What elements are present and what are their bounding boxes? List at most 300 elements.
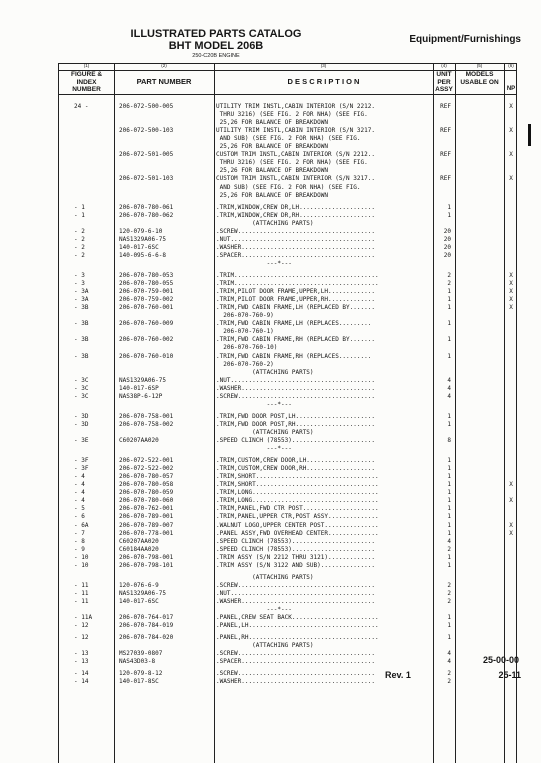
description-cell: .SCREW...................................... [216,581,375,589]
unit-per-assy-cell: 1 [447,521,451,529]
description-cell: 206-070-760-9) [216,312,274,320]
unit-per-assy-cell: 2 [447,581,451,589]
description-cell: UTILITY TRIM INSTL,CABIN INTERIOR (S/N 3217. [216,127,375,135]
page-number: 25-11 [498,670,521,680]
figure-index-cell: - 1 [74,203,85,211]
figure-index-cell: - 3B [74,320,89,328]
table-row [59,574,516,582]
figure-index-cell: - 2 [74,243,85,251]
unit-per-assy-cell: 1 [447,296,451,304]
table-row [59,252,516,260]
col-number-5: (5) [476,63,483,68]
table-row [59,304,516,312]
table-row [59,103,516,111]
catalog-title: ILLUSTRATED PARTS CATALOG [130,28,302,40]
description-cell: .SCREW...................................... [216,670,375,678]
unit-per-assy-cell: 1 [447,352,451,360]
np-cell: X [509,296,513,304]
figure-index-cell: - 6 [74,513,85,521]
unit-per-assy-cell: 2 [447,589,451,597]
models-usable-header: MODELS USABLE ON [460,71,499,86]
description-cell: 206-070-760-2) [216,360,274,368]
table-row [59,336,516,344]
engine-subtitle: 250-C20B ENGINE [192,53,240,59]
table-row [59,413,516,421]
figure-index-cell: - 3C [74,376,89,384]
figure-index-cell: - 2 [74,235,85,243]
description-cell: .TRIM,FWD DOOR POST,RH...................... [216,420,375,428]
col-number-6: (6) [508,63,514,68]
table-row [59,393,516,401]
figure-index-cell: - 14 [74,678,89,686]
part-number-cell: 206-070-780-055 [119,280,174,288]
unit-per-assy-cell: 1 [447,634,451,642]
unit-per-assy-cell: 1 [447,465,451,473]
description-cell: (ATTACHING PARTS) [216,428,314,436]
figure-index-cell: - 3A [74,288,89,296]
unit-per-assy-cell: 4 [447,392,451,400]
table-row [59,111,516,119]
part-number-cell: 206-070-789-001 [119,513,174,521]
part-number-cell: 206-070-758-001 [119,412,174,420]
figure-index-cell: - 4 [74,489,85,497]
unit-per-assy-cell: 2 [447,597,451,605]
part-number-cell: 206-072-501-005 [119,151,174,159]
description-cell: .NUT........................................ [216,589,375,597]
table-row [59,192,516,200]
table-row [59,369,516,377]
figure-index-cell: - 9 [74,545,85,553]
np-cell: X [509,151,513,159]
table-row [59,220,516,228]
description-cell: .SPACER..................................... [216,251,375,259]
part-number-cell: 206-072-501-103 [119,175,174,183]
table-row [59,622,516,630]
unit-per-assy-cell: 4 [447,384,451,392]
np-cell: X [509,481,513,489]
description-cell: THRU 3216) (SEE FIG. 2 FOR NHA) (SEE FIG. [216,111,368,119]
table-row [59,437,516,445]
description-cell: UTILITY TRIM INSTL,CABIN INTERIOR (S/N 2212. [216,103,375,110]
figure-index-cell: - 3 [74,280,85,288]
part-number-cell: NAS1329A06-75 [119,589,166,597]
description-cell: .TRIM,FWD CABIN FRAME,RH (REPLACES......... [216,352,372,360]
description-cell: .TRIM,SHORT.................................. [216,481,379,489]
unit-per-assy-cell: 1 [447,513,451,521]
unit-per-assy-cell: 1 [447,336,451,344]
part-number-cell: 206-072-500-103 [119,127,174,135]
figure-index-cell: - 10 [74,561,89,569]
figure-index-cell: - 3C [74,392,89,400]
part-number-cell: 206-070-780-053 [119,272,174,279]
table-row [59,119,516,127]
np-cell: X [509,521,513,529]
np-cell: X [509,529,513,537]
figure-index-cell: - 13 [74,658,89,666]
figure-index-cell: - 2 [74,251,85,259]
table-row [59,582,516,590]
figure-index-cell: - 11A [74,614,93,622]
table-row [59,634,516,642]
part-number-cell: 206-070-780-062 [119,211,174,219]
unit-per-assy-cell: 4 [447,376,451,384]
table-row [59,228,516,236]
part-number-cell: 206-070-759-001 [119,288,174,296]
table-row [59,260,516,268]
description-cell: .SPACER..................................... [216,658,375,666]
table-row [59,159,516,167]
description-cell: .SPEED CLINCH (78553)....................... [216,537,375,545]
part-number-cell: 206-070-780-057 [119,473,174,481]
part-number-cell: MS27039-0807 [119,650,163,658]
table-row [59,481,516,489]
description-cell: (ATTACHING PARTS) [216,642,314,650]
unit-per-assy-cell: 1 [447,497,451,505]
description-cell: .PANEL,CREW SEAT BACK........................ [216,614,379,622]
description-cell: .TRIM,FWD CABIN FRAME,RH (REPLACED BY....... [216,336,375,344]
description-cell: .SPEED CLINCH (78553)....................... [216,437,375,444]
revision-label: Rev. 1 [385,670,411,680]
description-cell: .TRIM,CUSTOM,CREW DOOR,RH................... [216,465,375,473]
figure-index-cell: - 11 [74,597,89,605]
description-cell: .TRIM,CUSTOM,CREW DOOR,LH................... [216,457,375,465]
unit-per-assy-cell: 1 [447,481,451,489]
table-row [59,401,516,409]
part-number-cell: 206-070-758-002 [119,420,174,428]
description-cell: .SCREW...................................... [216,392,375,400]
description-cell: CUSTOM TRIM INSTL,CABIN INTERIOR (S/N 3217.. [216,175,375,183]
description-cell: .TRIM,LONG................................... [216,489,379,497]
unit-per-assy-cell: 1 [447,320,451,328]
figure-index-cell: - 12 [74,634,89,642]
table-row [59,513,516,521]
table-row [59,143,516,151]
unit-per-assy-cell: 1 [447,489,451,497]
part-number-cell: 206-070-780-060 [119,497,174,505]
part-number-cell: C60207AA020 [119,437,159,444]
part-number-cell: C60184AA020 [119,545,159,553]
unit-per-assy-cell: 1 [447,211,451,219]
np-cell: X [509,175,513,183]
description-cell: 25,26 FOR BALANCE OF BREAKDOWN [216,119,328,127]
np-cell: X [509,272,513,279]
part-number-cell: NAS38P-6-12P [119,392,163,400]
figure-index-cell: - 4 [74,473,85,481]
description-cell: .TRIM,PANEL,FWD CTR POST..................... [216,505,379,513]
table-row [59,135,516,143]
unit-per-assy-cell: 2 [447,678,451,686]
table-row [59,598,516,606]
table-row [59,670,516,678]
figure-index-cell: - 14 [74,670,89,678]
figure-index-cell: - 11 [74,589,89,597]
table-row [59,429,516,437]
table-row [59,658,516,666]
revision-bar [528,124,531,146]
header-rule [59,94,516,95]
col-number-2: (2) [161,63,167,68]
figure-index-cell: - 11 [74,581,89,589]
description-cell: .TRIM,WINDOW,CREW DR,RH..................... [216,211,375,219]
description-cell: .PANEL,LH.................................... [216,622,379,630]
figure-index-cell: - 3F [74,465,89,473]
description-cell: .NUT........................................ [216,235,375,243]
figure-index-cell: - 6A [74,521,89,529]
document-code: 25-00-00 [482,655,519,665]
col-number-4: (4) [441,63,447,68]
table-row [59,244,516,252]
part-number-cell: 206-070-760-010 [119,352,174,360]
description-cell: .SCREW...................................... [216,650,375,658]
unit-per-assy-cell: REF [440,151,451,159]
description-cell: .TRIM,SHORT.................................. [216,473,379,481]
unit-per-assy-cell: 20 [443,227,451,235]
unit-per-assy-cell: 1 [447,614,451,622]
table-row [59,288,516,296]
unit-per-assy-cell: 4 [447,658,451,666]
np-cell: X [509,288,513,296]
table-row [59,127,516,135]
unit-per-assy-cell: REF [440,175,451,183]
part-number-cell: 206-070-789-007 [119,521,174,529]
unit-per-assy-cell: 2 [447,670,451,678]
part-number-cell: C60207AA020 [119,537,159,545]
np-cell: X [509,497,513,505]
description-cell: (ATTACHING PARTS) [216,219,314,227]
unit-per-assy-cell: 1 [447,622,451,630]
unit-per-assy-cell: 20 [443,243,451,251]
unit-per-assy-cell: 20 [443,235,451,243]
np-cell: X [509,280,513,288]
description-cell: .WASHER..................................... [216,678,375,686]
description-cell: (ATTACHING PARTS) [216,368,314,376]
description-cell: ---*--- [216,259,292,267]
figure-index-cell: - 3D [74,412,89,420]
col-number-1: (1) [83,63,90,68]
description-cell: AND SUB) (SEE FIG. 2 FOR NHA) (SEE FIG. [216,183,361,191]
part-number-cell: 120-079-8-12 [119,670,163,678]
section-title: Equipment/Furnishings [409,34,521,45]
table-row [59,497,516,505]
description-cell: .WASHER..................................... [216,384,375,392]
part-number-cell: 120-079-6-10 [119,227,163,235]
description-cell: 25,26 FOR BALANCE OF BREAKDOWN [216,191,328,199]
description-cell: .TRIM,PILOT DOOR FRAME,UPPER,LH............. [216,288,375,296]
figure-index-cell: - 5 [74,505,85,513]
unit-per-assy-cell: 8 [447,437,451,444]
part-number-cell: 206-070-780-058 [119,481,174,489]
figure-index-cell: - 3C [74,384,89,392]
figure-index-cell: - 2 [74,227,85,235]
table-row [59,320,516,328]
description-cell: .TRIM,FWD DOOR POST,LH...................... [216,412,375,420]
np-cell: X [509,103,513,110]
unit-per-assy-cell: 1 [447,304,451,312]
table-row [59,167,516,175]
unit-per-assy-cell: 1 [447,203,451,211]
parts-table [58,63,517,763]
part-number-cell: 206-070-798-001 [119,553,174,561]
table-row [59,465,516,473]
part-number-header: PART NUMBER [136,77,192,86]
np-header: NP [506,86,516,92]
model-title: BHT MODEL 206B [168,40,264,52]
table-row [59,421,516,429]
description-cell: .WASHER..................................... [216,597,375,605]
figure-index-cell: - 12 [74,622,89,630]
figure-index-cell: - 3D [74,420,89,428]
part-number-cell: 140-095-6-6-8 [119,251,166,259]
description-cell: 206-070-760-1) [216,328,274,336]
part-number-cell: NAS43D03-8 [119,658,156,666]
table-row [59,296,516,304]
table-row [59,175,516,183]
table-row [59,530,516,538]
description-cell: .TRIM........................................ [216,272,379,279]
part-number-cell: 206-070-759-002 [119,296,174,304]
table-row [59,344,516,352]
figure-index-cell: - 13 [74,650,89,658]
unit-per-assy-cell: 1 [447,420,451,428]
table-row [59,457,516,465]
table-row [59,212,516,220]
table-row [59,590,516,598]
part-number-cell: 206-070-762-001 [119,505,174,513]
description-cell: .TRIM,WINDOW,CREW DR,LH..................... [216,203,375,211]
table-row [59,650,516,658]
unit-per-assy-cell: 1 [447,288,451,296]
description-cell: .SCREW...................................... [216,227,375,235]
part-number-cell: 140-017-8SC [119,678,159,686]
unit-per-assy-cell: 2 [447,272,451,279]
description-cell: 206-070-760-10) [216,344,278,352]
unit-per-assy-cell: 1 [447,553,451,561]
figure-index-cell: - 3B [74,352,89,360]
unit-per-assy-cell: 1 [447,505,451,513]
description-cell: .TRIM ASSY (S/N 2212 THRU 3121)............. [216,553,375,561]
figure-index-cell: - 1 [74,211,85,219]
part-number-cell: NAS1329A06-75 [119,235,166,243]
description-cell: (ATTACHING PARTS) [216,573,314,581]
table-row [59,272,516,280]
description-cell: .TRIM,FWD CABIN FRAME,LH (REPLACES......... [216,320,372,328]
unit-per-assy-cell: 2 [447,280,451,288]
description-header: D E S C R I P T I O N [287,77,360,86]
table-row [59,204,516,212]
figure-index-cell: - 3E [74,437,89,444]
part-number-cell: 206-070-760-001 [119,304,174,312]
table-row [59,236,516,244]
figure-index-cell: - 3B [74,304,89,312]
part-number-cell: 206-070-764-017 [119,614,174,622]
table-row [59,522,516,530]
table-row [59,328,516,336]
part-number-cell: 120-076-6-9 [119,581,159,589]
table-row [59,385,516,393]
table-row [59,445,516,453]
col-number-3: (3) [320,63,327,68]
figure-index-cell: - 4 [74,497,85,505]
description-cell: ---*--- [216,400,292,408]
figure-index-cell: - 3F [74,457,89,465]
description-cell: .WASHER..................................... [216,243,375,251]
part-number-cell: 140-017-6SC [119,243,159,251]
description-cell: .TRIM,PANEL,UPPER CTR,POST ASSY.............. [216,513,379,521]
unit-per-assy-cell: REF [440,103,451,110]
figure-index-cell: - 3A [74,296,89,304]
table-row [59,361,516,369]
description-cell: THRU 3216) (SEE FIG. 2 FOR NHA) (SEE FIG. [216,159,368,167]
unit-per-assy-cell: 1 [447,412,451,420]
np-cell: X [509,304,513,312]
part-number-cell: 206-072-522-001 [119,457,174,465]
unit-per-assy-cell: 1 [447,457,451,465]
table-row [59,184,516,192]
table-row [59,538,516,546]
figure-index-cell: - 7 [74,529,85,537]
np-cell: X [509,127,513,135]
figure-index-cell: - 3B [74,336,89,344]
description-cell: .TRIM ASSY (S/N 3122 AND SUB)............... [216,561,375,569]
table-row [59,562,516,570]
part-number-cell: 140-017-6SC [119,597,159,605]
description-cell: 25,26 FOR BALANCE OF BREAKDOWN [216,167,328,175]
description-cell: CUSTOM TRIM INSTL,CABIN INTERIOR (S/N 2212.. [216,151,375,159]
unit-per-assy-cell: 2 [447,545,451,553]
part-number-cell: 206-070-798-101 [119,561,174,569]
part-number-cell: 206-072-500-005 [119,103,174,110]
description-cell: ---*--- [216,606,292,613]
description-cell: 25,26 FOR BALANCE OF BREAKDOWN [216,143,328,151]
unit-per-assy-header: UNIT PER ASSY [435,71,453,93]
table-row [59,678,516,686]
table-row [59,280,516,288]
table-row [59,353,516,361]
part-number-cell: 206-070-780-059 [119,489,174,497]
description-cell: ---*--- [216,445,292,453]
table-row [59,606,516,614]
description-cell: .TRIM,LONG................................... [216,497,379,505]
figure-index-cell: - 3 [74,272,85,279]
table-row [59,473,516,481]
part-number-cell: 206-070-778-001 [119,529,174,537]
description-cell: .TRIM,FWD CABIN FRAME,LH (REPLACED BY....... [216,304,375,312]
description-cell: .NUT........................................ [216,376,375,384]
table-row [59,554,516,562]
description-cell: .SPEED CLINCH (78553)....................... [216,545,375,553]
description-cell: AND SUB) (SEE FIG. 2 FOR NHA) (SEE FIG. [216,135,361,143]
figure-index-cell: 24 - [74,103,89,110]
table-row [59,151,516,159]
unit-per-assy-cell: 4 [447,650,451,658]
table-row [59,642,516,650]
table-row [59,489,516,497]
description-cell: .WALNUT LOGO,UPPER CENTER POST............... [216,521,379,529]
figure-index-header: FIGURE & INDEX NUMBER [70,71,103,93]
figure-index-cell: - 8 [74,537,85,545]
unit-per-assy-cell: 1 [447,473,451,481]
table-row [59,614,516,622]
part-number-cell: 206-072-522-002 [119,465,174,473]
unit-per-assy-cell: REF [440,127,451,135]
description-cell: .PANEL ASSY,FWD OVERHEAD CENTER.............. [216,529,379,537]
table-row [59,505,516,513]
description-cell: .TRIM........................................ [216,280,379,288]
table-row [59,377,516,385]
description-cell: .PANEL,RH.................................... [216,634,379,642]
part-number-cell: 206-070-784-019 [119,622,174,630]
figure-index-cell: - 10 [74,553,89,561]
